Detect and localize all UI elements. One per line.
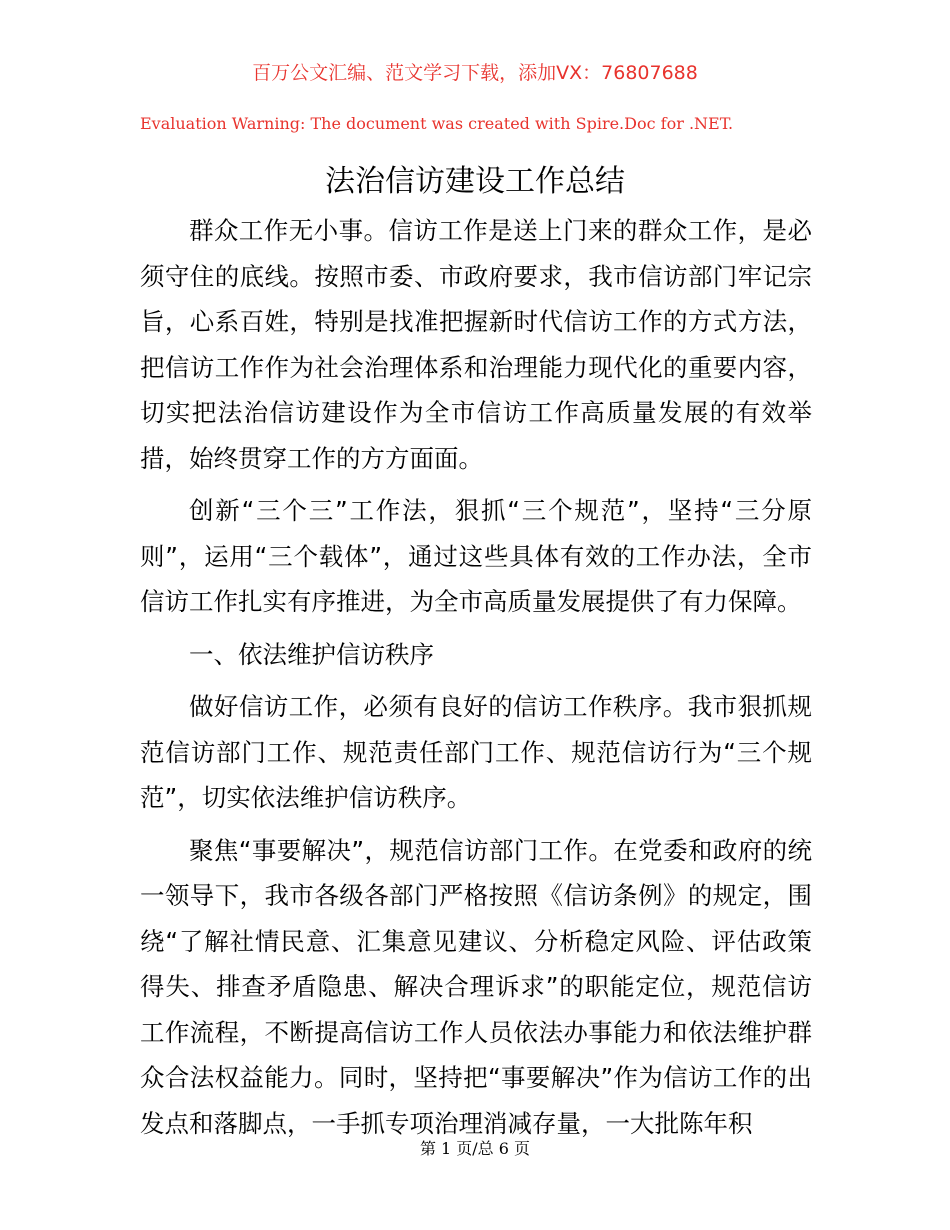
page-footer: 第 1 页/总 6 页 [419,1139,531,1158]
paragraph: 聚焦“事要解决”，规范信访部门工作。在党委和政府的统一领导下，我市各级各部门严格按照《信访条例》的规定，围绕“了解社情民意、汇集意见建议、分析稳定风险、评估政策得失、排查矛盾隐患、解决合理诉求”的职能定位，规范信访工作流程，不断提高信访工作人员依法办事能力和依法维护群众合法权益能力。同时，坚持把“事要解决”作为信访工作的出发点和落脚点，一手抓专项治理消减存量，一大批陈年积 [140,835,812,1138]
promo-header: 百万公文汇编、范文学习下载，添加VX：76807688 [252,62,698,84]
paragraph: 群众工作无小事。信访工作是送上门来的群众工作，是必须守住的底线。按照市委、市政府要求，我市信访部门牢记宗旨，心系百姓，特别是找准把握新时代信访工作的方式方法，把信访工作作为社会治理体系和治理能力现代化的重要内容，切实把法治信访建设作为全市信访工作高质量发展的有效举措，始终贯穿工作的方方面面。 [140,216,812,473]
document-body [140,208,812,1153]
section-heading: 一、依法维护信访秩序 [189,639,434,669]
paragraph: 创新“三个三”工作法，狠抓“三个规范”，坚持“三分原则”，运用“三个载体”，通过这些具体有效的工作办法，全市信访工作扎实有序推进，为全市高质量发展提供了有力保障。 [140,496,812,616]
paragraph: 做好信访工作，必须有良好的信访工作秩序。我市狠抓规范信访部门工作、规范责任部门工作、规范信访行为“三个规范”，切实依法维护信访秩序。 [140,692,812,812]
evaluation-warning: Evaluation Warning: The document was created with Spire.Doc for .NET. [140,114,734,133]
document-title: 法治信访建设工作总结 [325,164,625,199]
